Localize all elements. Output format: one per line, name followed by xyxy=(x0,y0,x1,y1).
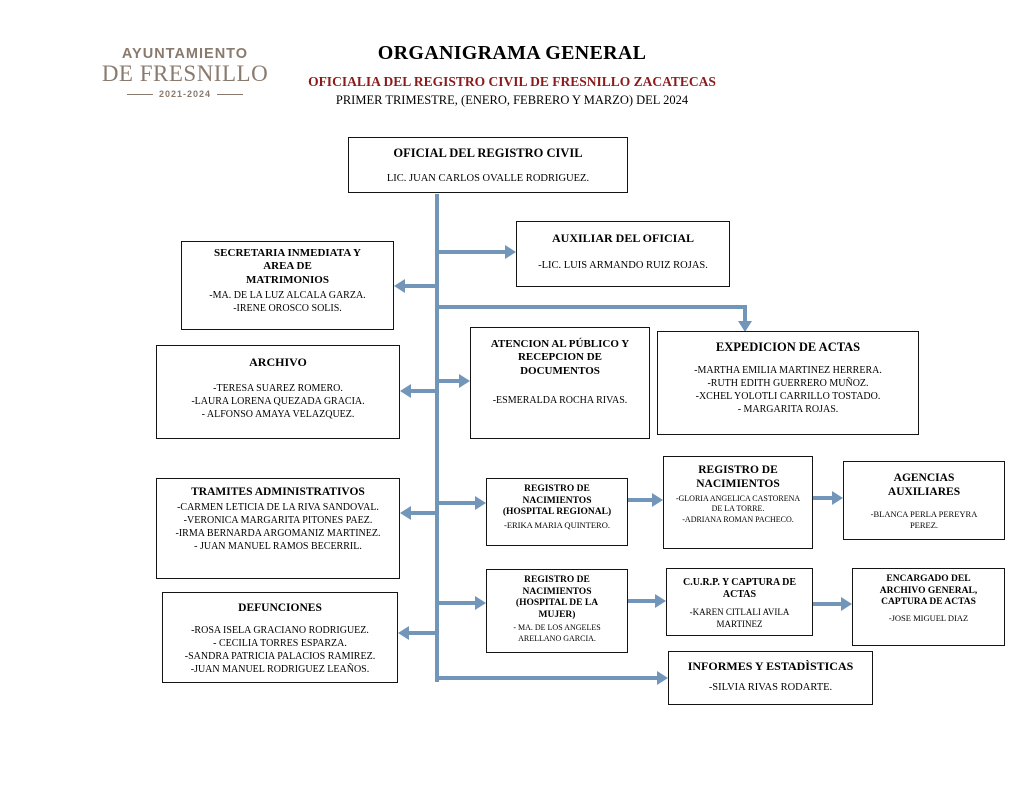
member-name: - MARGARITA ROJAS. xyxy=(737,404,839,416)
member-name: -GLORIA ANGELICA CASTORENA DE LA TORRE. xyxy=(675,494,801,514)
box-members xyxy=(157,382,399,421)
box-title xyxy=(182,247,393,287)
box-title xyxy=(844,471,1004,499)
member-name: -LIC. LUIS ARMANDO RUIZ ROJAS. xyxy=(538,259,708,271)
box-title xyxy=(487,484,627,519)
box-title-line: REGISTRO DE xyxy=(698,464,778,476)
box-encargado-archivo-general xyxy=(852,568,1005,646)
connector-atencion-arrowhead xyxy=(459,374,470,388)
box-title-line: TRAMITES ADMINISTRATIVOS xyxy=(191,486,365,498)
box-title-line: NACIMIENTOS xyxy=(522,495,592,506)
connector-atencion-bar xyxy=(437,379,461,383)
connector-defunciones-bar xyxy=(408,631,437,635)
box-title-line: ATENCION AL PÚBLICO Y xyxy=(490,338,630,350)
box-members xyxy=(487,623,627,644)
member-name: -MARTHA EMILIA MARTINEZ HERRERA. xyxy=(694,365,882,377)
box-title xyxy=(157,355,399,370)
box-title xyxy=(853,574,1004,609)
box-members xyxy=(669,681,872,695)
box-members xyxy=(349,172,627,186)
member-name: - MA. DE LOS ANGELES ARELLANO GARCIA. xyxy=(513,623,601,643)
box-title-line: C.U.R.P. Y CAPTURA DE xyxy=(682,577,797,588)
box-members xyxy=(667,607,812,630)
box-title-line: AUXILIARES xyxy=(887,486,961,499)
box-registro-nacimientos-hospital-mujer xyxy=(486,569,628,653)
box-secretaria-matrimonios xyxy=(181,241,394,330)
logo-years: 2021-2024 xyxy=(158,89,212,100)
box-title-line: INFORMES Y ESTADÌSTICAS xyxy=(687,659,854,673)
box-title xyxy=(349,146,627,161)
member-name: -IRENE OROSCO SOLIS. xyxy=(233,303,342,315)
box-title-line: ARCHIVO GENERAL, xyxy=(879,585,978,596)
box-title-line: (HOSPITAL REGIONAL) xyxy=(502,507,612,518)
member-name: -JOSE MIGUEL DIAZ xyxy=(888,612,969,623)
box-registro-de-nacimientos xyxy=(663,456,813,549)
member-name: -CARMEN LETICIA DE LA RIVA SANDOVAL. xyxy=(177,502,379,514)
connector-mujer-to-curp-arrowhead xyxy=(655,594,666,608)
member-name: -LAURA LORENA QUEZADA GRACIA. xyxy=(191,395,365,407)
box-title-line: DEFUNCIONES xyxy=(238,602,322,614)
member-name: - CECILIA TORRES ESPARZA. xyxy=(213,638,347,650)
box-title-line: MATRIMONIOS xyxy=(246,273,329,286)
box-title-line: (HOSPITAL DE LA xyxy=(515,598,599,609)
box-title xyxy=(517,231,729,246)
connector-expedicion-vbar xyxy=(743,305,747,322)
box-title xyxy=(157,485,399,499)
box-title xyxy=(163,601,397,615)
connector-mujer-to-curp-bar xyxy=(628,599,656,603)
member-name: -ERIKA MARIA QUINTERO. xyxy=(503,519,610,530)
box-atencion-publico xyxy=(470,327,650,439)
connector-secretaria-bar xyxy=(404,284,437,288)
box-title-line: ARCHIVO xyxy=(249,355,307,369)
box-title xyxy=(669,659,872,674)
box-auxiliar-del-oficial xyxy=(516,221,730,287)
box-oficial-registro-civil xyxy=(348,137,628,193)
connector-tramites-arrowhead xyxy=(400,506,411,520)
member-name: -SILVIA RIVAS RODARTE. xyxy=(708,681,833,693)
logo-line-ayuntamiento: AYUNTAMIENTO xyxy=(121,46,249,62)
box-title-line: ACTAS xyxy=(722,589,757,601)
box-members xyxy=(844,509,1004,531)
box-title-line: REGISTRO DE xyxy=(524,484,590,494)
connector-curp-to-encargado-arrowhead xyxy=(841,597,852,611)
box-curp-captura-actas xyxy=(666,568,813,636)
member-name: -IRMA BERNARDA ARGOMANIZ MARTINEZ. xyxy=(175,528,381,540)
trunk-line xyxy=(435,194,439,682)
box-archivo xyxy=(156,345,400,439)
member-name: -ADRIANA ROMAN PACHECO. xyxy=(682,514,794,524)
page-subtitle: OFICIALIA DEL REGISTRO CIVIL DE FRESNILLO ZACATECAS xyxy=(308,74,716,89)
connector-reg-regional-bar xyxy=(437,501,476,505)
connector-nacimientos-to-agencias-bar xyxy=(813,496,833,500)
box-title-line: REGISTRO DE xyxy=(524,575,590,585)
box-members xyxy=(853,613,1004,624)
connector-expedicion-hbar xyxy=(437,305,747,309)
member-name: -BLANCA PERLA PEREYRA PEREZ. xyxy=(870,509,978,531)
box-title-line: AREA DE xyxy=(263,260,312,273)
member-name: -ROSA ISELA GRACIANO RODRIGUEZ. xyxy=(191,625,369,637)
box-members xyxy=(487,520,627,531)
box-agencias-auxiliares xyxy=(843,461,1005,540)
page-title: ORGANIGRAMA GENERAL xyxy=(377,42,647,64)
member-name: -TERESA SUAREZ ROMERO. xyxy=(213,382,343,394)
connector-reg-mujer-bar xyxy=(437,601,476,605)
box-title-line: RECEPCION DE xyxy=(517,351,603,364)
box-members xyxy=(182,289,393,315)
member-name: -KAREN CITLALI AVILA MARTINEZ xyxy=(689,607,790,630)
box-title-line: SECRETARIA INMEDIATA Y xyxy=(214,247,361,259)
box-tramites-administrativos xyxy=(156,478,400,579)
box-title xyxy=(658,340,918,355)
connector-secretaria-arrowhead xyxy=(394,279,405,293)
box-informes-estadisticas xyxy=(668,651,873,705)
connector-informes-bar xyxy=(435,676,658,680)
connector-regional-to-nacimientos-arrowhead xyxy=(652,493,663,507)
box-title-line: CAPTURA DE ACTAS xyxy=(881,597,976,608)
page-period: PRIMER TRIMESTRE, (ENERO, FEBRERO Y MARZO) DEL 2024 xyxy=(335,93,689,107)
member-name: LIC. JUAN CARLOS OVALLE RODRIGUEZ. xyxy=(386,173,590,185)
logo-line-de-fresnillo: DE FRESNILLO xyxy=(101,61,269,86)
box-title-line: MUJER) xyxy=(538,609,576,620)
box-title-line: OFICIAL DEL REGISTRO CIVIL xyxy=(393,146,583,160)
connector-archivo-bar xyxy=(410,389,437,393)
box-title-line: ENCARGADO DEL xyxy=(886,574,971,584)
box-expedicion-de-actas xyxy=(657,331,919,435)
box-title xyxy=(667,577,812,601)
box-title xyxy=(664,463,812,491)
box-members xyxy=(664,494,812,525)
connector-auxiliar-arrowhead xyxy=(505,245,516,259)
box-defunciones xyxy=(162,592,398,683)
box-members xyxy=(157,501,399,553)
box-members xyxy=(658,364,918,416)
member-name: - JUAN MANUEL RAMOS BECERRIL. xyxy=(194,541,362,553)
connector-curp-to-encargado-bar xyxy=(813,602,842,606)
connector-informes-arrowhead xyxy=(657,671,668,685)
member-name: -JUAN MANUEL RODRIGUEZ LEAÑOS. xyxy=(190,664,370,676)
box-title-line: AUXILIAR DEL OFICIAL xyxy=(551,231,695,245)
member-name: -SANDRA PATRICIA PALACIOS RAMIREZ. xyxy=(184,651,376,663)
connector-defunciones-arrowhead xyxy=(398,626,409,640)
member-name: -VERONICA MARGARITA PITONES PAEZ. xyxy=(183,515,373,527)
connector-reg-mujer-arrowhead xyxy=(475,596,486,610)
connector-tramites-bar xyxy=(410,511,437,515)
connector-regional-to-nacimientos-bar xyxy=(628,498,653,502)
member-name: -RUTH EDITH GUERRERO MUÑOZ. xyxy=(707,378,869,390)
connector-auxiliar-bar xyxy=(437,250,506,254)
box-members xyxy=(517,259,729,273)
box-title xyxy=(471,338,649,378)
connector-reg-regional-arrowhead xyxy=(475,496,486,510)
box-title-line: NACIMIENTOS xyxy=(696,478,780,491)
box-title xyxy=(487,575,627,621)
connector-archivo-arrowhead xyxy=(400,384,411,398)
member-name: -XCHEL YOLOTLI CARRILLO TOSTADO. xyxy=(695,391,881,403)
member-name: - ALFONSO AMAYA VELAZQUEZ. xyxy=(201,408,355,420)
box-title-line: NACIMIENTOS xyxy=(522,586,592,597)
box-registro-nacimientos-hospital-regional xyxy=(486,478,628,546)
member-name: -MA. DE LA LUZ ALCALA GARZA. xyxy=(209,290,366,302)
connector-nacimientos-to-agencias-arrowhead xyxy=(832,491,843,505)
member-name: -ESMERALDA ROCHA RIVAS. xyxy=(492,395,628,407)
box-members xyxy=(471,394,649,407)
box-title-line: EXPEDICION DE ACTAS xyxy=(715,340,861,354)
box-members xyxy=(163,624,397,676)
box-title-line: AGENCIAS xyxy=(893,472,955,484)
box-title-line: DOCUMENTOS xyxy=(520,364,600,377)
